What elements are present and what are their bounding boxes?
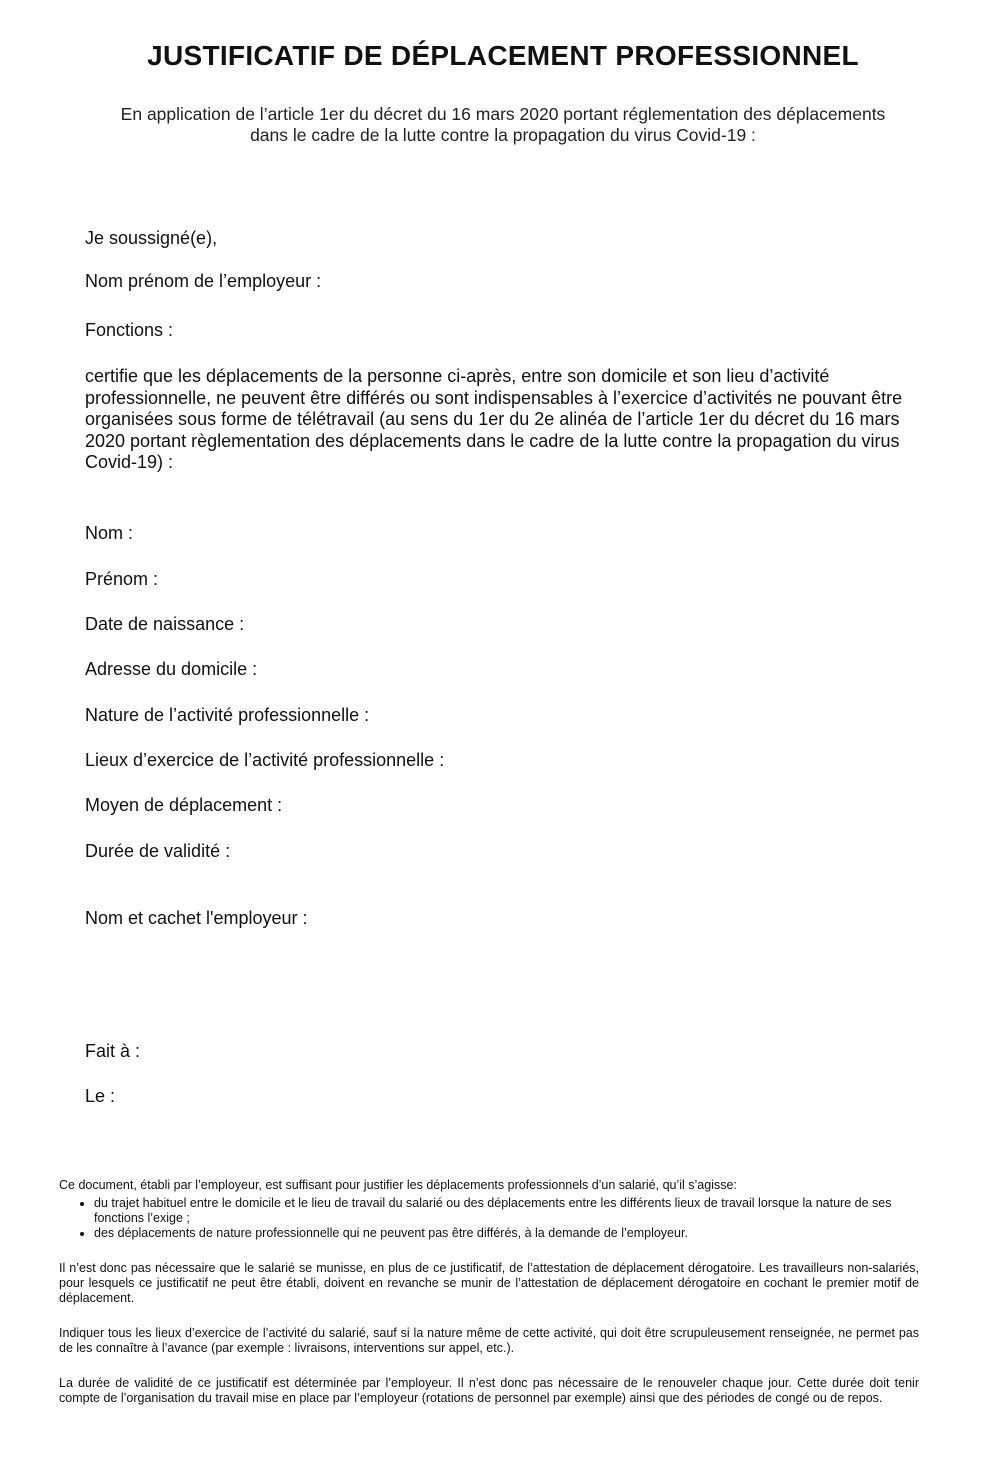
- activity-nature-label: Nature de l’activité professionnelle :: [85, 705, 370, 725]
- employer-name-label: Nom prénom de l’employeur :: [85, 271, 322, 291]
- activity-places-label: Lieux d’exercice de l’activité professionnelle :: [85, 750, 445, 770]
- undersigned-label: Je soussigné(e),: [85, 228, 218, 248]
- transport-means-label: Moyen de déplacement :: [85, 795, 283, 815]
- employer-stamp-label: Nom et cachet l'employeur :: [85, 908, 308, 928]
- notes-intro: Ce document, établi par l’employeur, est suffisant pour justifier les déplacements professionnels d’un salarié, qu’il s’agisse:: [59, 1178, 737, 1192]
- notes-bullet-list: [59, 1196, 919, 1241]
- list-item: • des déplacements de nature professionnelle qui ne peuvent pas être différés, à la demande de l’employeur.: [94, 1226, 919, 1241]
- place-label: Fait à :: [85, 1041, 141, 1061]
- list-item: • du trajet habituel entre le domicile et le lieu de travail du salarié ou des déplacements entre les différents lieux de travail lorsque la nature de ses fonctions l’exige ;: [94, 1196, 919, 1226]
- certification-text: certifie que les déplacements de la personne ci-après, entre son domicile et son lieu d’activité professionnelle, ne peuvent être différés ou sont indispensables à l’exercice d’activités ne pouvant être organisées sous forme de télétravail (au sens du 1er du 2e alinéa de l’article 1er du décret du 16 mars 2020 portant règlementation des déplacements dans le cadre de la lutte contre la propagation du virus Covid-19) :: [85, 366, 903, 472]
- validity-duration-label: Durée de validité :: [85, 841, 231, 861]
- document-title: JUSTIFICATIF DE DÉPLACEMENT PROFESSIONNEL: [147, 40, 859, 71]
- date-label: Le :: [85, 1086, 116, 1106]
- footnotes: [59, 1178, 919, 1406]
- notes-paragraph-certificate: Il n’est donc pas nécessaire que le salarié se munisse, en plus de ce justificatif, de l’attestation de déplacement dérogatoire. Les travailleurs non-salariés, pour lesquels ce justificatif ne peut être établi, doivent en revanche se munir de l’attestation de déplacement dérogatoire en cochant le premier motif de déplacement.: [59, 1261, 919, 1305]
- first-name-label: Prénom :: [85, 569, 159, 589]
- notes-paragraph-validity: La durée de validité de ce justificatif est déterminée par l’employeur. Il n’est donc pas nécessaire de le renouveler chaque jour. Cette durée doit tenir compte de l’organisation du travail mise en place par l’employeur (rotations de personnel par exemple) ainsi que des périodes de congé ou de repos.: [59, 1376, 919, 1405]
- functions-label: Fonctions :: [85, 320, 174, 340]
- document-subtitle: En application de l’article 1er du décret du 16 mars 2020 portant réglementation des déplacements dans le cadre de la lutte contre la propagation du virus Covid-19 :: [120, 104, 886, 145]
- name-label: Nom :: [85, 523, 134, 543]
- home-address-label: Adresse du domicile :: [85, 659, 258, 679]
- birth-date-label: Date de naissance :: [85, 614, 245, 634]
- notes-paragraph-locations: Indiquer tous les lieux d’exercice de l’activité du salarié, sauf si la nature même de cette activité, qui doit être scrupuleusement renseignée, ne permet pas de les connaître à l’avance (par exemple : livraisons, interventions sur appel, etc.).: [59, 1326, 919, 1355]
